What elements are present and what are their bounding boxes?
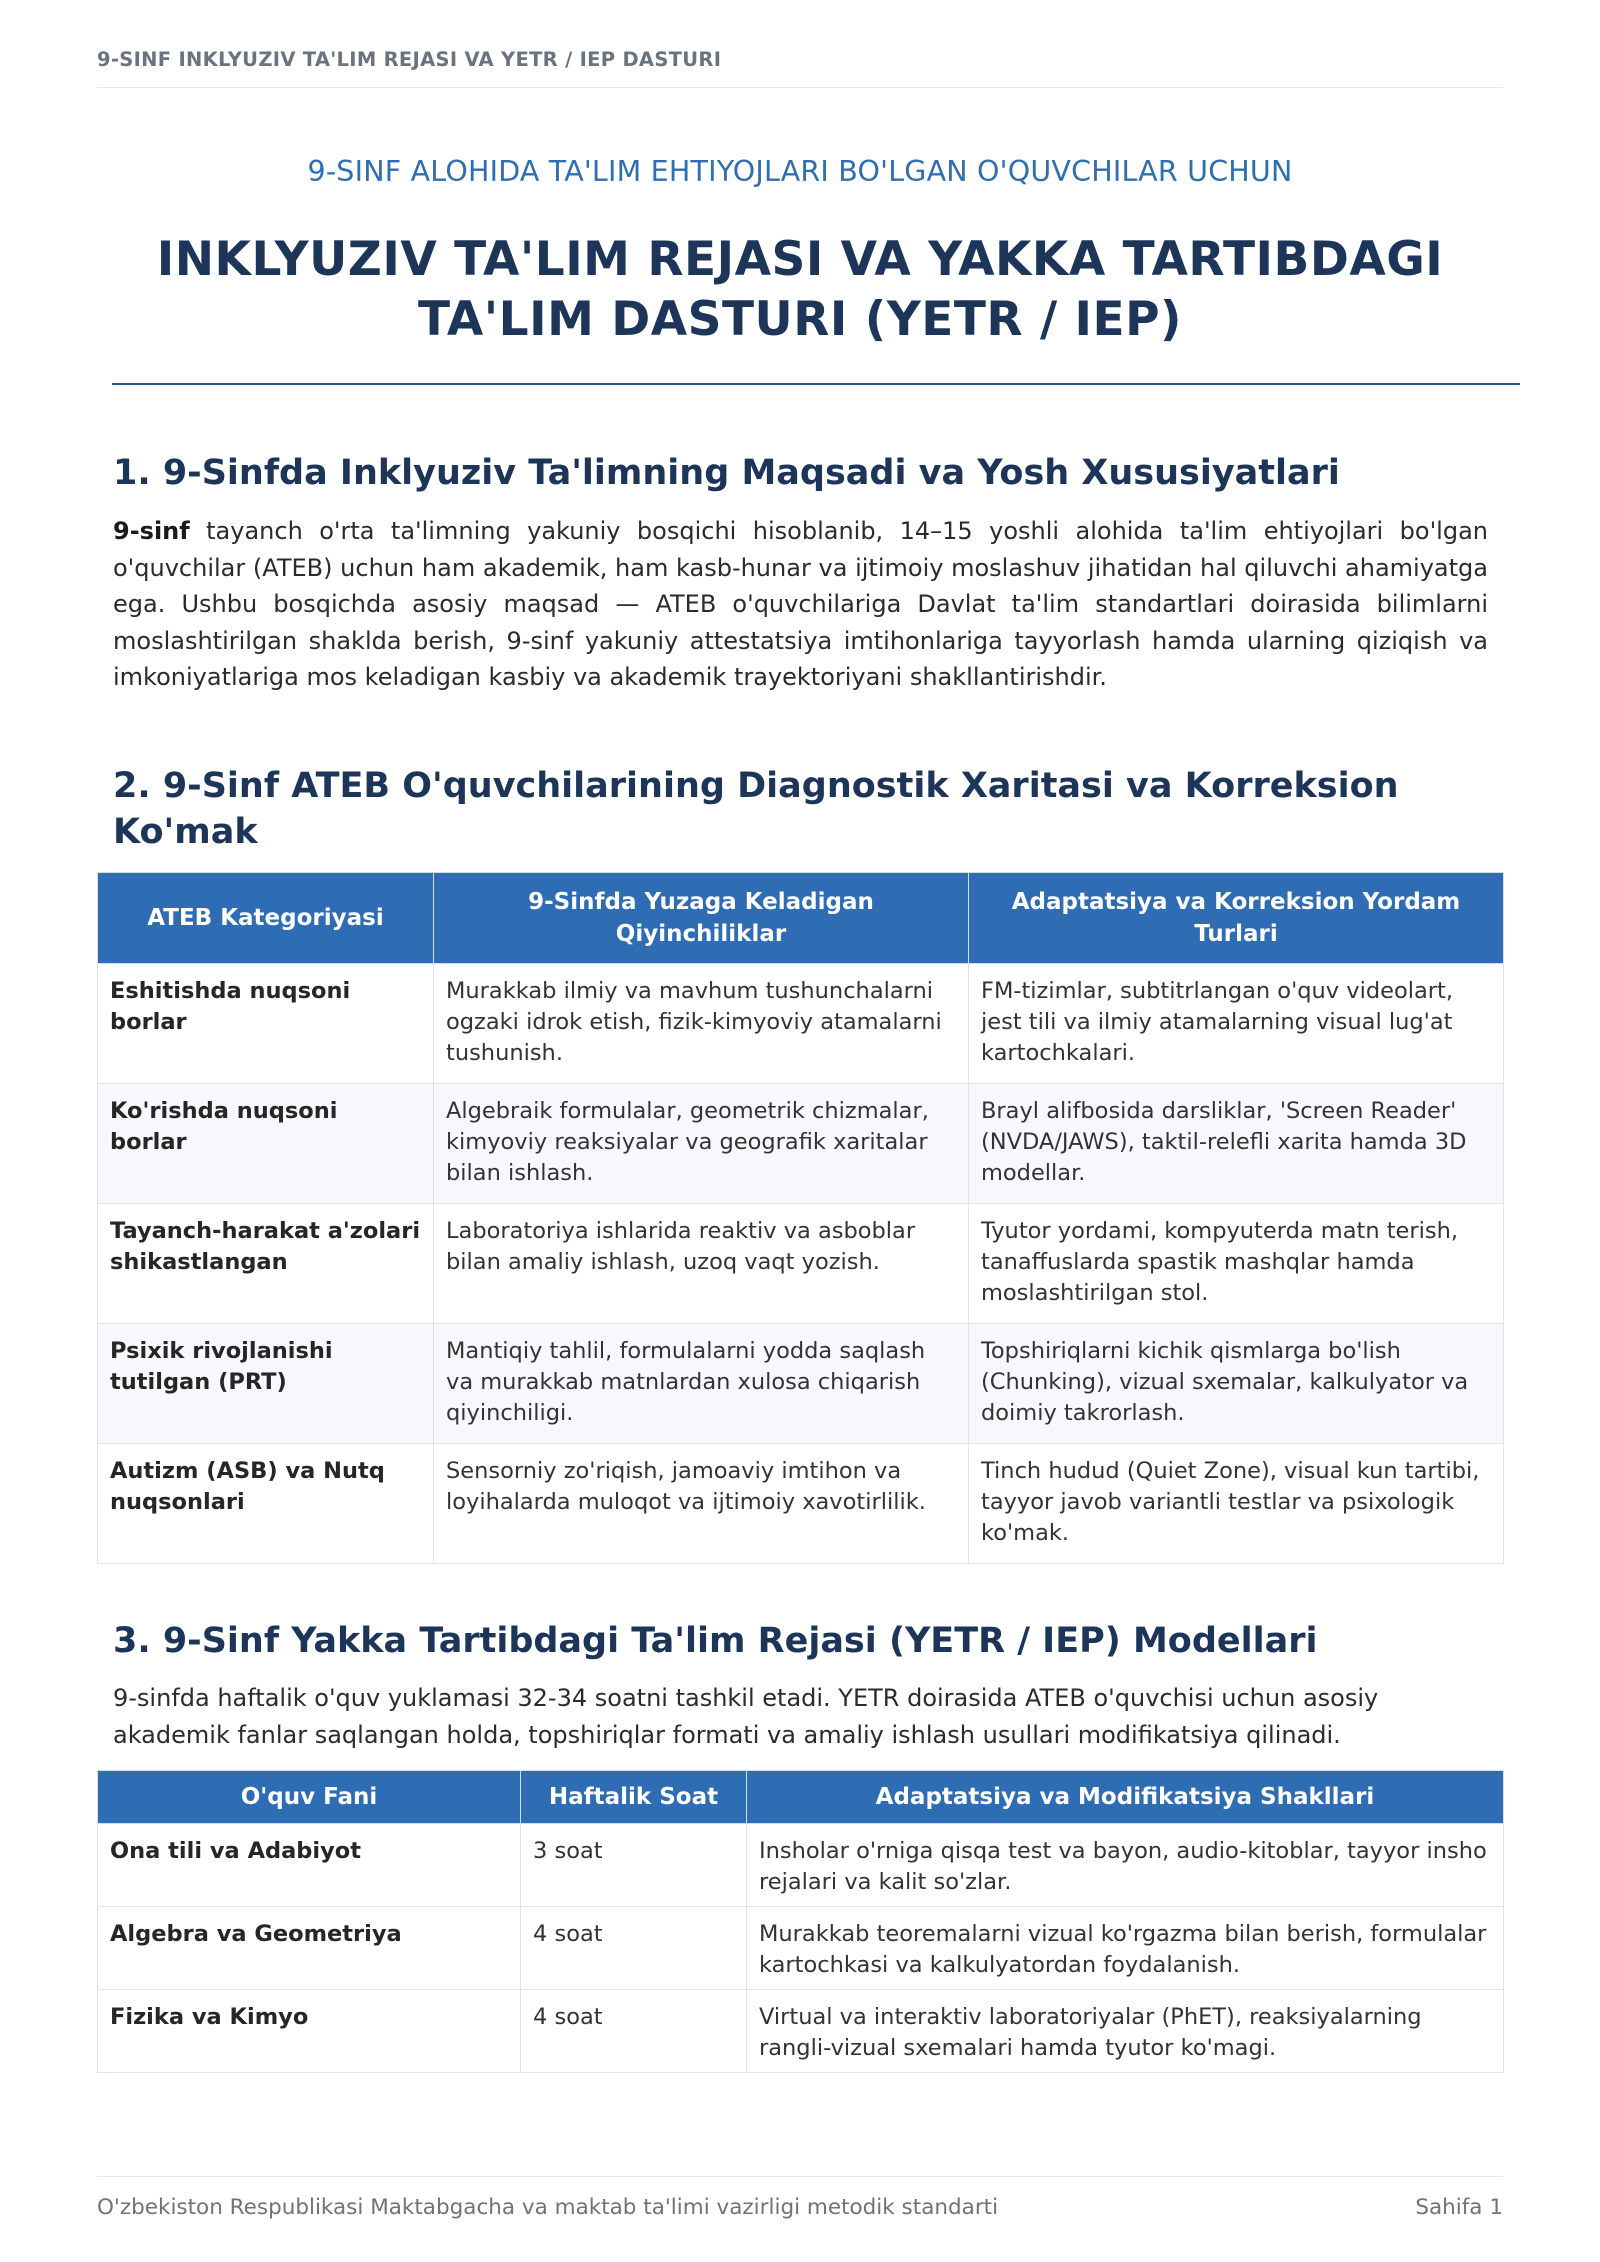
section-3-paragraph: 9-sinfda haftalik o'quv yuklamasi 32-34 soatni tashkil etadi. YETR doirasida ATEB o'quvchisi uchun asosiy akademik fanlar saqlangan holda, topshiriqlar formati va amaliy ishlash usullari modifikatsiya qilinadi.	[113, 1684, 1379, 1749]
page-number: Sahifa 1	[1415, 2195, 1503, 2220]
adaptation-cell: Murakkab teoremalarni vizual ko'rgazma bilan berish, formulalar kartochkasi va kalkulyatordan foydalanish.	[747, 1907, 1504, 1990]
hours-cell: 3 soat	[521, 1824, 747, 1907]
title-line-1: INKLYUZIV TA'LIM REJASI VA YAKKA TARTIBDAGI	[156, 232, 1444, 287]
document-subtitle: 9-SINF ALOHIDA TA'LIM EHTIYOJLARI BO'LGAN O'QUVCHILAR UCHUN	[307, 155, 1293, 188]
support-cell: Topshiriqlarni kichik qismlarga bo'lish (Chunking), vizual sxemalar, kalkulyator va doimiy takrorlash.	[969, 1324, 1504, 1444]
section-1-heading: 1. 9-Sinfda Inklyuziv Ta'limning Maqsadi va Yosh Xususiyatlari	[113, 453, 1340, 493]
difficulty-cell: Mantiqiy tahlil, formulalarni yodda saqlash va murakkab matnlardan xulosa chiqarish qiyinchiligi.	[434, 1324, 969, 1444]
hours-cell: 4 soat	[521, 1990, 747, 2073]
support-cell: FM-tizimlar, subtitrlangan o'quv videolart, jest tili va ilmiy atamalarning visual lug'at kartochkalari.	[969, 964, 1504, 1084]
category-cell: Eshitishda nuqsoni borlar	[98, 964, 434, 1084]
subject-cell: Algebra va Geometriya	[98, 1907, 521, 1990]
adaptation-cell: Insholar o'rniga qisqa test va bayon, audio-kitoblar, tayyor insho rejalari va kalit so'zlar.	[747, 1824, 1504, 1907]
section-1-paragraph	[113, 513, 1488, 696]
table-row	[98, 1990, 1504, 2073]
adaptation-cell: Virtual va interaktiv laboratoriyalar (PhET), reaksiyalarning rangli-vizual sxemalari hamda tyutor ko'magi.	[747, 1990, 1504, 2073]
table-row	[98, 1204, 1504, 1324]
column-header: O'quv Fani	[98, 1771, 521, 1824]
category-cell: Autizm (ASB) va Nutq nuqsonlari	[98, 1444, 434, 1564]
difficulty-cell: Algebraik formulalar, geometrik chizmalar, kimyoviy reaksiyalar va geografik xaritalar bilan ishlash.	[434, 1084, 969, 1204]
difficulty-cell: Laboratoriya ishlarida reaktiv va asboblar bilan amaliy ishlash, uzoq vaqt yozish.	[434, 1204, 969, 1324]
table-header-row	[98, 1771, 1504, 1824]
table-header-row	[98, 873, 1504, 964]
table-row	[98, 1444, 1504, 1564]
page-footer	[97, 2176, 1503, 2220]
subject-cell: Fizika va Kimyo	[98, 1990, 521, 2073]
column-header: Haftalik Soat	[521, 1771, 747, 1824]
table-row	[98, 1907, 1504, 1990]
section-3-heading: 3. 9-Sinf Yakka Tartibdagi Ta'lim Rejasi (YETR / IEP) Modellari	[113, 1621, 1318, 1661]
column-header: Adaptatsiya va Modifikatsiya Shakllari	[747, 1771, 1504, 1824]
document-title	[97, 230, 1503, 350]
column-header: ATEB Kategoriyasi	[98, 873, 434, 964]
hours-cell: 4 soat	[521, 1907, 747, 1990]
footer-source: O'zbekiston Respublikasi Maktabgacha va maktab ta'limi vazirligi metodik standarti	[97, 2195, 999, 2220]
title-line-2: TA'LIM DASTURI (YETR / IEP)	[417, 292, 1183, 347]
support-cell: Brayl alifbosida darsliklar, 'Screen Reader' (NVDA/JAWS), taktil-relefli xarita hamda 3D modellar.	[969, 1084, 1504, 1204]
table-row	[98, 1824, 1504, 1907]
support-cell: Tyutor yordami, kompyuterda matn terish, tanaffuslarda spastik mashqlar hamda moslashtirilgan stol.	[969, 1204, 1504, 1324]
support-cell: Tinch hudud (Quiet Zone), visual kun tartibi, tayyor javob variantli testlar va psixologik ko'mak.	[969, 1444, 1504, 1564]
difficulty-cell: Sensorniy zo'riqish, jamoaviy imtihon va loyihalarda muloqot va ijtimoiy xavotirlilik.	[434, 1444, 969, 1564]
iep-table	[97, 1770, 1504, 2073]
category-cell: Psixik rivojlanishi tutilgan (PRT)	[98, 1324, 434, 1444]
table-row	[98, 1324, 1504, 1444]
diagnostic-table	[97, 872, 1504, 1564]
title-divider	[112, 383, 1520, 385]
difficulty-cell: Murakkab ilmiy va mavhum tushunchalarni ogzaki idrok etish, fizik-kimyoviy atamalarni tushunish.	[434, 964, 969, 1084]
subject-cell: Ona tili va Adabiyot	[98, 1824, 521, 1907]
running-header: 9-SINF INKLYUZIV TA'LIM REJASI VA YETR / IEP DASTURI	[97, 48, 1503, 88]
column-header: 9-Sinfda Yuzaga Keladigan Qiyinchiliklar	[434, 873, 969, 964]
column-header: Adaptatsiya va Korreksion Yordam Turlari	[969, 873, 1504, 964]
category-cell: Tayanch-harakat a'zolari shikastlangan	[98, 1204, 434, 1324]
section-1-text: tayanch o'rta ta'limning yakuniy bosqichi hisoblanib, 14–15 yoshli alohida ta'lim ehtiyojlari bo'lgan o'quvchilar (ATEB) uchun ham akademik, ham kasb-hunar va ijtimoiy moslashuv jihatidan hal qiluvchi ahamiyatga ega. Ushbu bosqichda asosiy maqsad — ATEB o'quvchilariga Davlat ta'lim standartlari doirasida bilimlarni moslashtirilgan shaklda berish, 9-sinf yakuniy attestatsiya imtihonlariga tayyorlash hamda ularning qiziqish va imkoniyatlariga mos keladigan kasbiy va akademik trayektoriyani shakllantirishdir.	[113, 517, 1488, 691]
section-2-heading: 2. 9-Sinf ATEB O'quvchilarining Diagnostik Xaritasi va Korreksion Ko'mak	[113, 766, 1399, 852]
table-row	[98, 964, 1504, 1084]
table-row	[98, 1084, 1504, 1204]
section-1-lead: 9-sinf	[113, 517, 190, 545]
category-cell: Ko'rishda nuqsoni borlar	[98, 1084, 434, 1204]
